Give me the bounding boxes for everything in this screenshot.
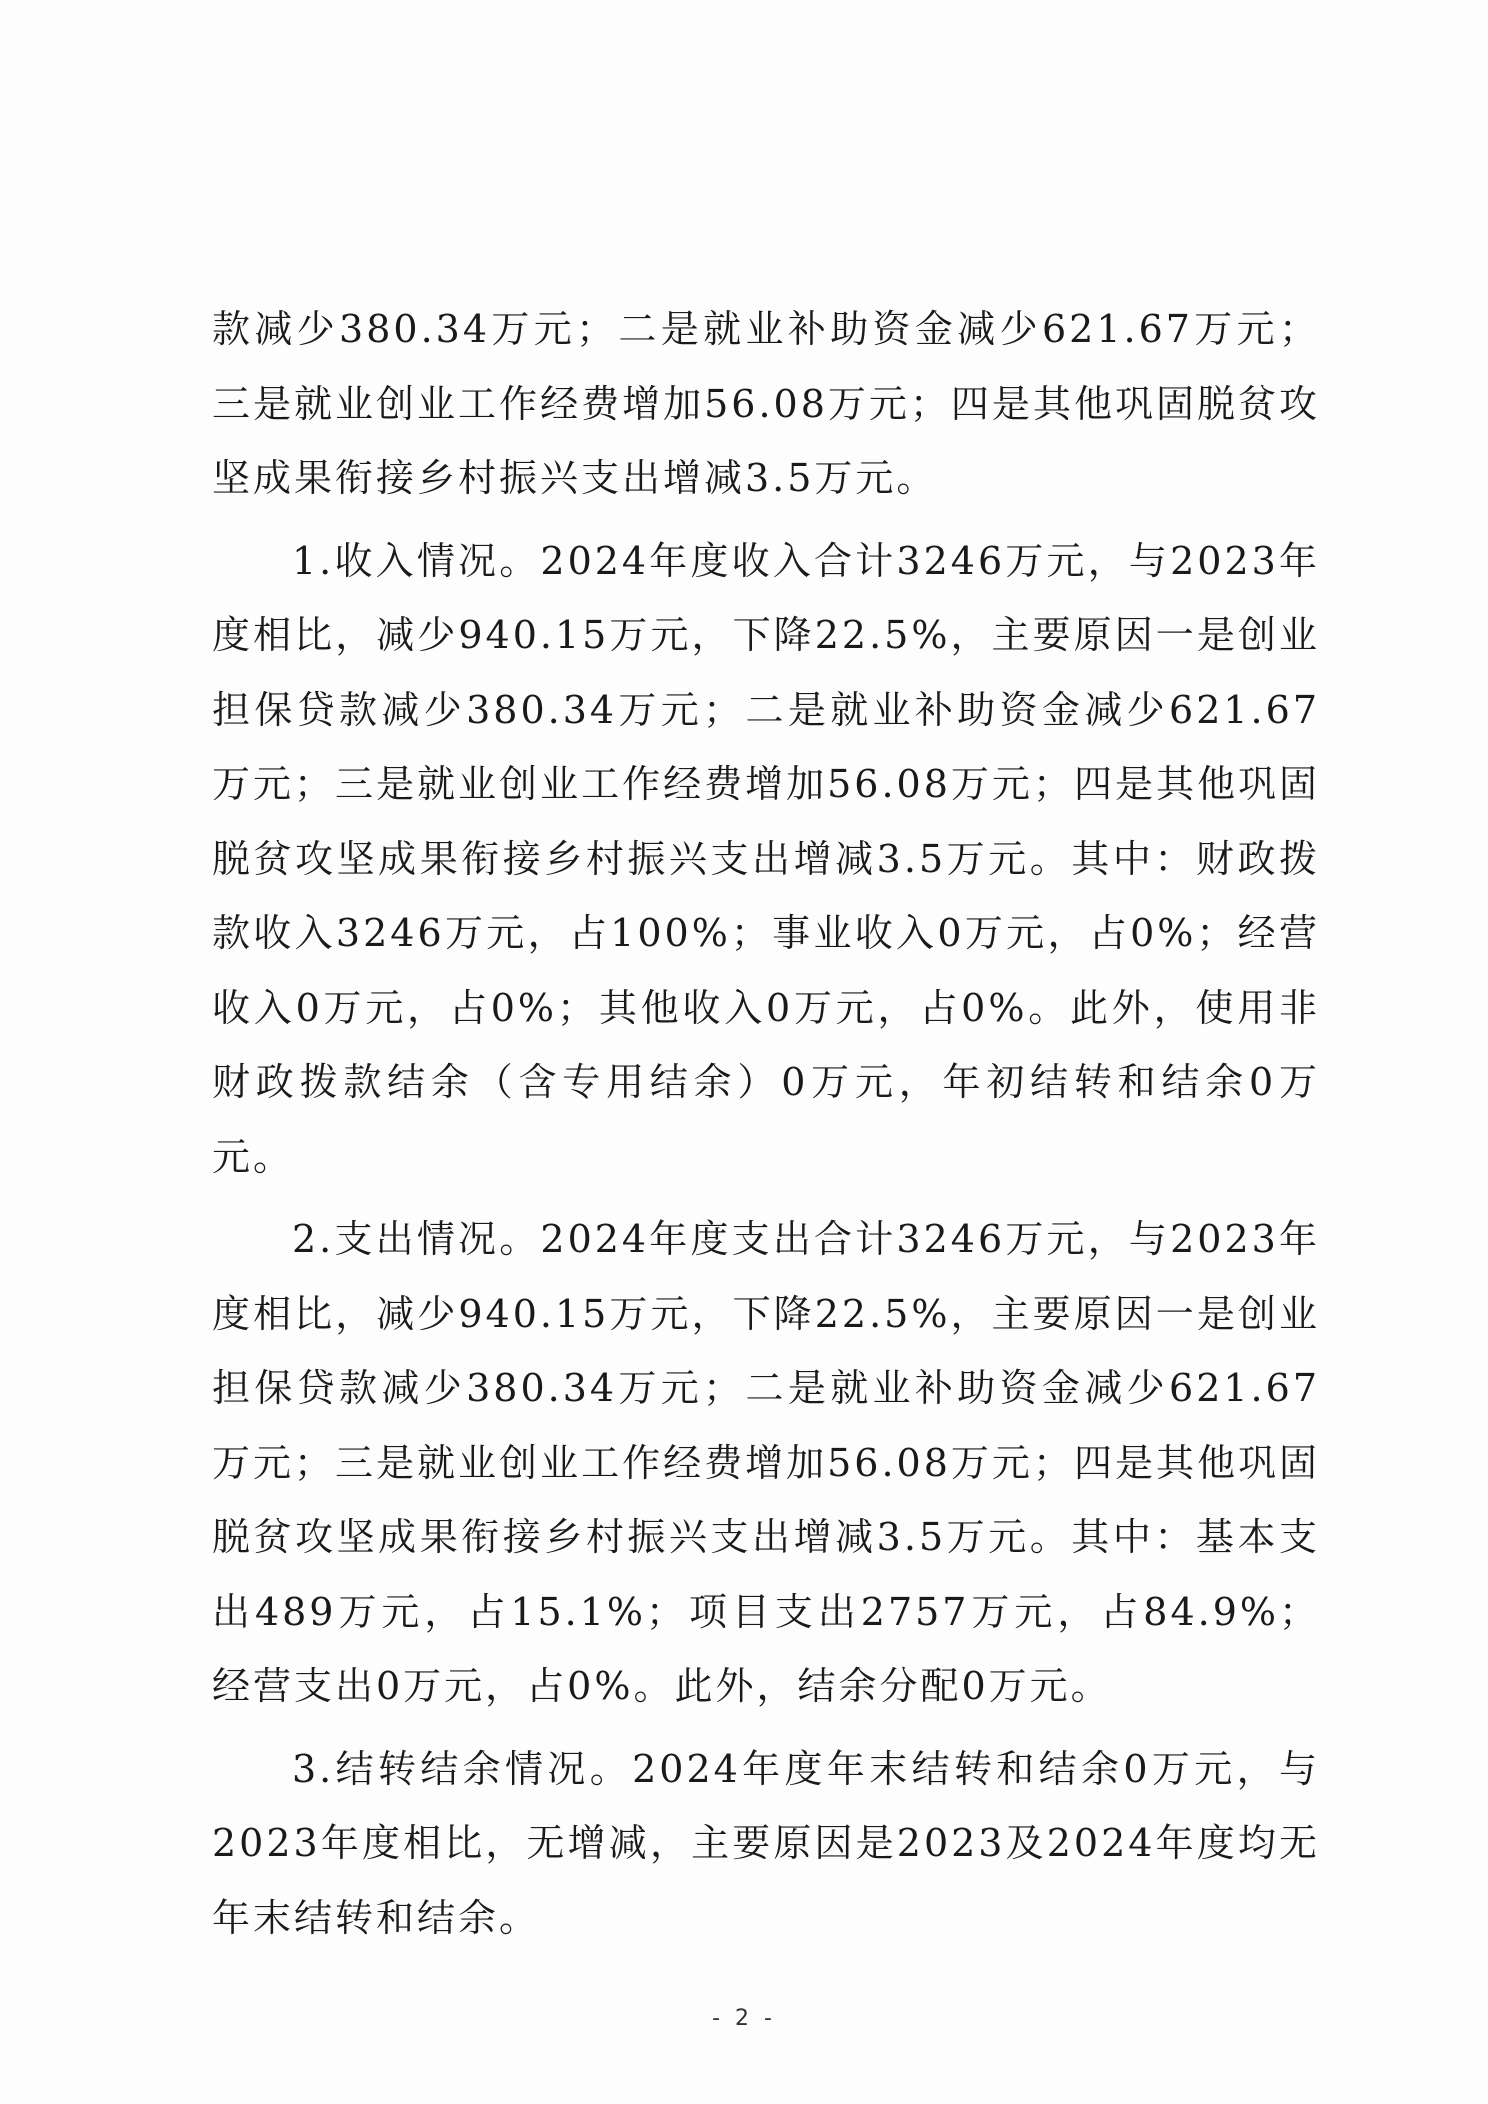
paragraph-balance: 3.结转结余情况。2024年度年末结转和结余0万元，与2023年度相比，无增减，主要原因是2023及2024年度均无年末结转和结余。	[212, 1746, 1320, 1940]
paragraph-income: 1.收入情况。2024年度收入合计3246万元，与2023年度相比，减少940.15万元，下降22.5%，主要原因一是创业担保贷款减少380.34万元；二是就业补助资金减少621.67万元；三是就业创业工作经费增加56.08万元；四是其他巩固脱贫攻坚成果衔接乡村振兴支出增减3.5万元。其中：财政拨款收入3246万元，占100%；事业收入0万元，占0%；经营收入0万元，占0%；其他收入0万元，占0%。此外，使用非财政拨款结余（含专用结余）0万元，年初结转和结余0万元。	[212, 538, 1320, 1179]
paragraph-expenditure: 2.支出情况。2024年度支出合计3246万元，与2023年度相比，减少940.15万元，下降22.5%，主要原因一是创业担保贷款减少380.34万元；二是就业补助资金减少621.67万元；三是就业创业工作经费增加56.08万元；四是其他巩固脱贫攻坚成果衔接乡村振兴支出增减3.5万元。其中：基本支出489万元，占15.1%；项目支出2757万元，占84.9%；经营支出0万元，占0%。此外，结余分配0万元。	[212, 1217, 1320, 1708]
paragraph-continuation: 款减少380.34万元；二是就业补助资金减少621.67万元；三是就业创业工作经费增加56.08万元；四是其他巩固脱贫攻坚成果衔接乡村振兴支出增减3.5万元。	[212, 307, 1320, 500]
document-body	[212, 292, 1320, 1955]
page-number: - 2 -	[712, 2006, 776, 2031]
